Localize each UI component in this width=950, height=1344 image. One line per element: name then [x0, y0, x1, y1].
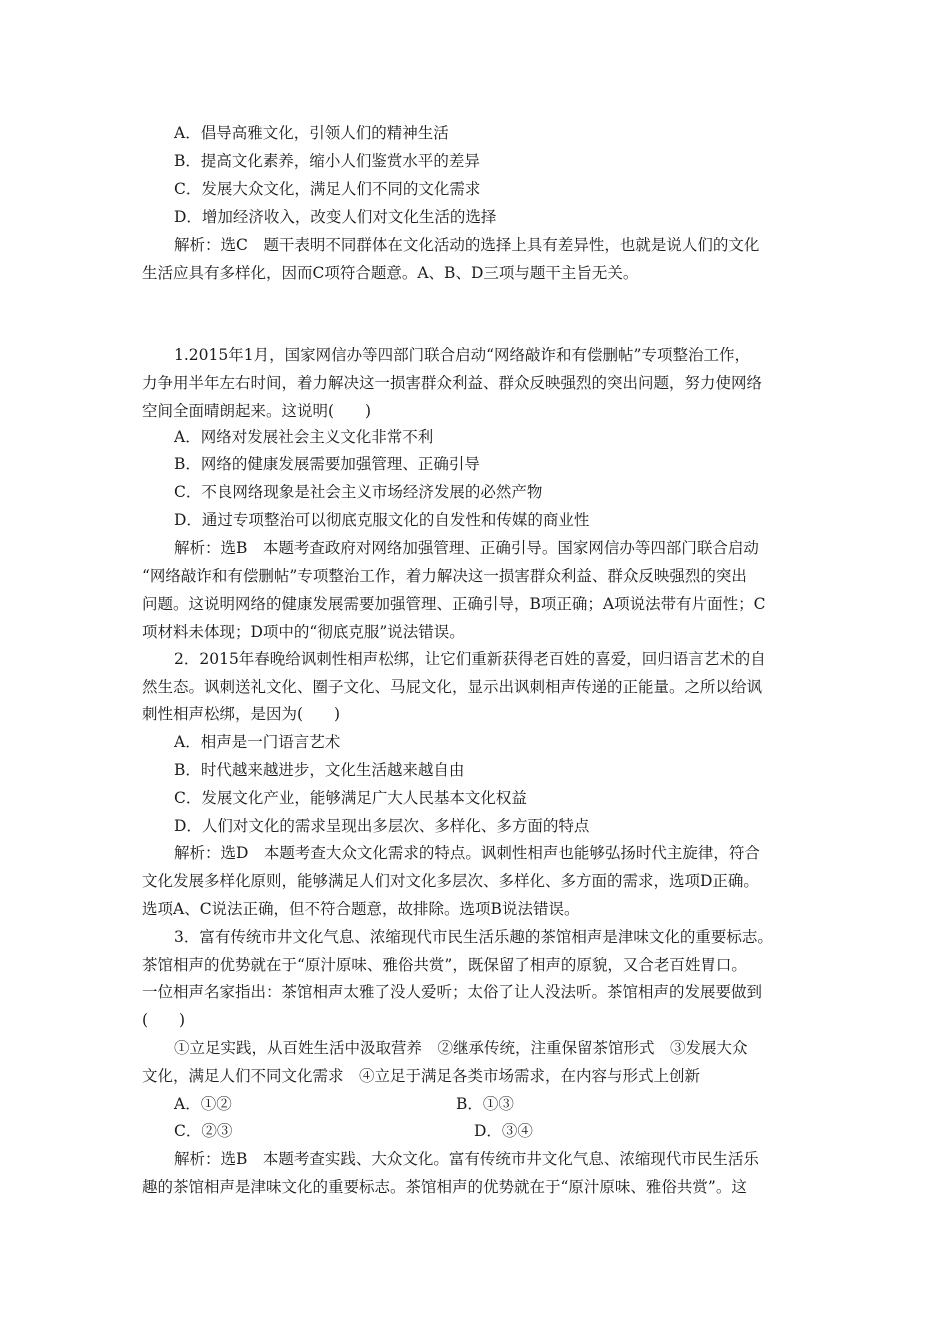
q2-analysis-line-1: 解析：选D 本题考查大众文化需求的特点。讽刺性相声也能够弘扬时代主旋律，符合	[174, 844, 760, 862]
q1-analysis-line-1: 解析：选B 本题考查政府对网络加强管理、正确引导。国家网信办等四部门联合启动	[174, 539, 759, 557]
q1-stem-line-3: 空间全面晴朗起来。这说明( )	[142, 402, 372, 420]
q3-option-c: C．②③	[174, 1122, 233, 1140]
q2-stem-line-2: 然生态。讽刺送礼文化、圈子文化、马屁文化，显示出讽刺相声传递的正能量。之所以给讽	[142, 678, 763, 696]
q3-option-b: B．①③	[456, 1095, 514, 1113]
top-option-b: B．提高文化素养，缩小人们鉴赏水平的差异	[174, 152, 480, 170]
q1-analysis-line-4: 项材料未体现；D项中的“彻底克服”说法错误。	[142, 623, 465, 641]
top-option-a: A．倡导高雅文化，引领人们的精神生活	[174, 124, 449, 142]
q1-option-a: A．网络对发展社会主义文化非常不利	[174, 428, 434, 446]
q3-analysis-line-1: 解析：选B 本题考查实践、大众文化。富有传统市井文化气息、浓缩现代市民生活乐	[174, 1150, 759, 1168]
q3-stem-line-1: 3．富有传统市井文化气息、浓缩现代市民生活乐趣的茶馆相声是津味文化的重要标志。	[174, 928, 773, 946]
top-option-c: C．发展大众文化，满足人们不同的文化需求	[174, 180, 481, 198]
q3-stem-line-4: ( )	[142, 1011, 186, 1029]
q2-analysis-line-3: 选项A、C说法正确，但不符合题意，故排除。选项B说法错误。	[142, 900, 580, 918]
top-analysis-line-2: 生活应具有多样化，因而C项符合题意。A、B、D三项与题干主旨无关。	[142, 264, 639, 282]
q1-stem-line-2: 力争用半年左右时间，着力解决这一损害群众利益、群众反映强烈的突出问题，努力使网络	[142, 374, 763, 392]
q3-stem-line-2: 茶馆相声的优势就在于“原汁原味、雅俗共赏”，既保留了相声的原貌，又合老百姓胃口。	[142, 956, 747, 974]
top-analysis-line-1: 解析：选C 题干表明不同群体在文化活动的选择上具有差异性，也就是说人们的文化	[174, 236, 760, 254]
q3-analysis-line-2: 趣的茶馆相声是津味文化的重要标志。茶馆相声的优势就在于“原汁原味、雅俗共赏”。这	[142, 1178, 747, 1196]
q3-statements-line-1: ①立足实践，从百姓生活中汲取营养 ②继承传统，注重保留茶馆形式 ③发展大众	[174, 1039, 748, 1057]
q2-stem-line-1: 2．2015年春晚给讽刺性相声松绑，让它们重新获得老百姓的喜爱，回归语言艺术的自	[174, 650, 766, 668]
top-option-d: D．增加经济收入，改变人们对文化生活的选择	[174, 208, 497, 226]
q2-option-b: B．时代越来越进步，文化生活越来越自由	[174, 761, 465, 779]
q1-analysis-line-3: 问题。这说明网络的健康发展需要加强管理、正确引导，B项正确；A项说法带有片面性；C	[142, 595, 766, 613]
q3-option-d: D．③④	[474, 1122, 533, 1140]
q1-option-d: D．通过专项整治可以彻底克服文化的自发性和传媒的商业性	[174, 511, 590, 529]
q2-analysis-line-2: 文化发展多样化原则，能够满足人们对文化多层次、多样化、多方面的需求，选项D正确。	[142, 872, 759, 890]
q1-analysis-line-2: “网络敲诈和有偿删帖”专项整治工作，着力解决这一损害群众利益、群众反映强烈的突出	[142, 567, 747, 585]
q2-option-c: C．发展文化产业，能够满足广大人民基本文化权益	[174, 789, 527, 807]
q3-option-a: A．①②	[174, 1095, 232, 1113]
q2-stem-line-3: 刺性相声松绑，是因为( )	[142, 705, 341, 723]
q2-option-d: D．人们对文化的需求呈现出多层次、多样化、多方面的特点	[174, 817, 590, 835]
q1-option-c: C．不良网络现象是社会主义市场经济发展的必然产物	[174, 483, 543, 501]
q3-statements-line-2: 文化，满足人们不同文化需求 ④立足于满足各类市场需求，在内容与形式上创新	[142, 1067, 701, 1085]
q3-stem-line-3: 一位相声名家指出：茶馆相声太雅了没人爱听；太俗了让人没法听。茶馆相声的发展要做到	[142, 983, 763, 1001]
q1-stem-line-1: 1.2015年1月，国家网信办等四部门联合启动“网络敲诈和有偿删帖”专项整治工作，	[174, 346, 750, 364]
q2-option-a: A．相声是一门语言艺术	[174, 733, 341, 751]
q1-option-b: B．网络的健康发展需要加强管理、正确引导	[174, 455, 480, 473]
